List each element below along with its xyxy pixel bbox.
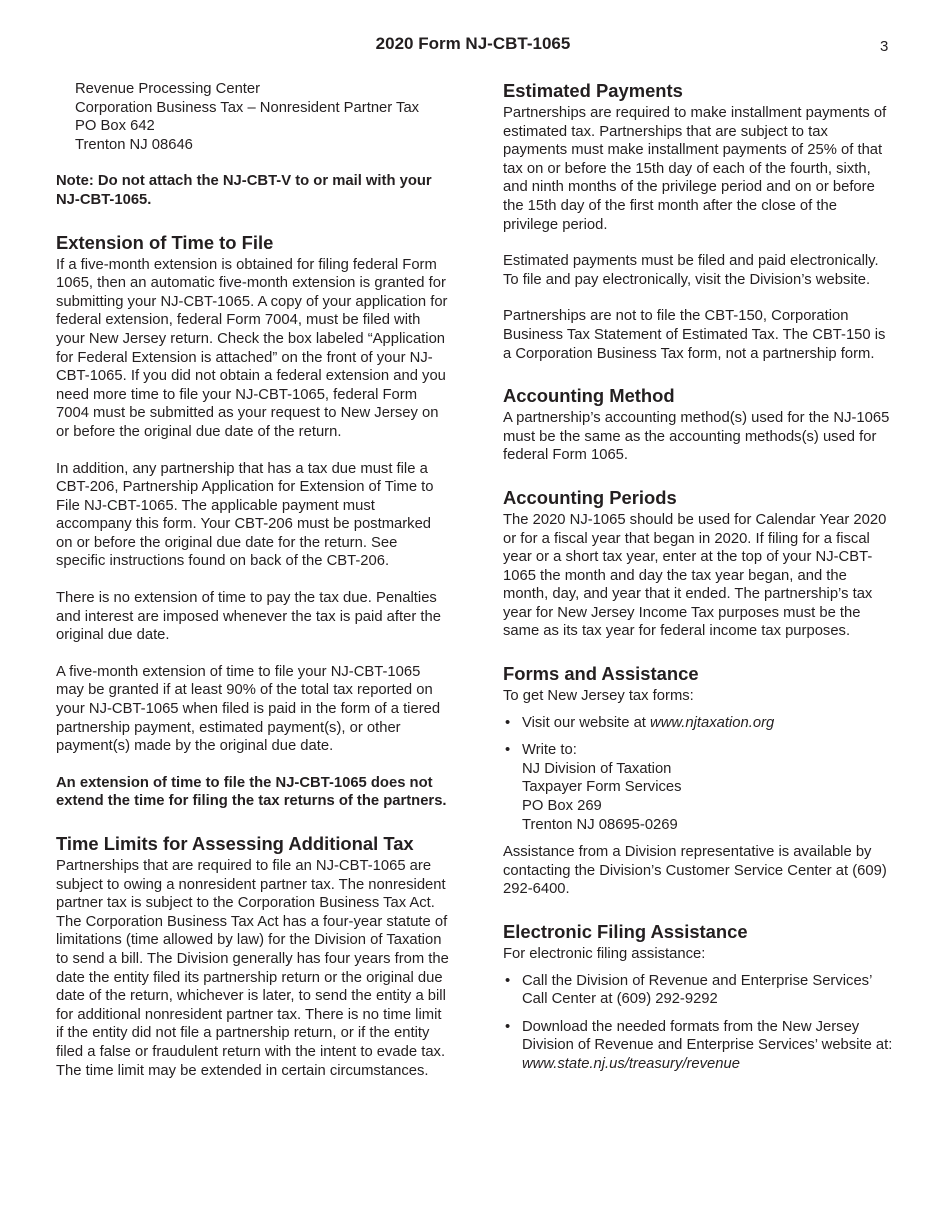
page-title: 2020 Form NJ-CBT-1065 bbox=[375, 34, 571, 53]
address-line: Trenton NJ 08646 bbox=[75, 136, 193, 153]
estimated-paragraph: Partnerships are not to file the CBT-150, Corporation Business Tax Statement of Estimated Tax. The CBT-150 is a Corporation Business Tax form, not a partnership form. bbox=[503, 308, 886, 362]
list-item bbox=[503, 1018, 895, 1074]
extension-note: An extension of time to file the NJ-CBT-1065 does not extend the time for filing the tax returns of the partners. bbox=[56, 774, 447, 810]
forms-assistance-heading: Forms and Assistance bbox=[503, 663, 699, 685]
address-line: Trenton NJ 08695-0269 bbox=[522, 816, 678, 833]
list-item bbox=[503, 972, 895, 1009]
list-item-text: Download the needed formats from the New Jersey Division of Revenue and Enterprise Services’ website at: bbox=[522, 1018, 893, 1054]
forms-list bbox=[503, 714, 895, 835]
extension-heading: Extension of Time to File bbox=[56, 231, 274, 253]
address-line: Corporation Business Tax – Nonresident Partner Tax bbox=[75, 99, 420, 116]
list-item bbox=[503, 741, 895, 834]
time-limits-heading: Time Limits for Assessing Additional Tax bbox=[56, 833, 414, 854]
address-line: NJ Division of Taxation bbox=[522, 760, 672, 777]
njtaxation-link[interactable]: www.njtaxation.org bbox=[650, 714, 775, 731]
address-line: PO Box 269 bbox=[522, 798, 602, 815]
bullet-icon: • bbox=[505, 1018, 511, 1035]
accounting-periods-heading: Accounting Periods bbox=[503, 486, 677, 508]
forms-intro: To get New Jersey tax forms: bbox=[503, 688, 694, 705]
mailing-address bbox=[56, 80, 450, 154]
list-item bbox=[503, 714, 895, 733]
extension-paragraph: If a five-month extension is obtained for filing federal Form 1065, then an automatic five-month extension is granted for submitting your NJ-CBT-1065. A copy of your application for federal extension, federal Form 7004, must be filed with your New Jersey return. Check the box labeled “Application for Federal Extension is attached” on the front of your NJ-CBT-1065. If you did not obtain a federal extension and you need more time to file your NJ-CBT-1065, federal Form 7004 must be submitted as your request to New Jersey on or before the original due date of the return. bbox=[56, 256, 448, 440]
bullet-icon: • bbox=[505, 714, 511, 731]
list-item-text: Call the Division of Revenue and Enterprise Services’ Call Center at (609) 292-9292 bbox=[522, 972, 872, 1008]
treasury-revenue-link[interactable]: www.state.nj.us/treasury/revenue bbox=[522, 1055, 740, 1072]
accounting-method-heading: Accounting Method bbox=[503, 385, 675, 407]
address-line: Taxpayer Form Services bbox=[522, 779, 682, 796]
address-line: PO Box 642 bbox=[75, 118, 155, 135]
list-item-text: Visit our website at bbox=[522, 714, 651, 731]
left-column bbox=[56, 80, 450, 1080]
estimated-paragraph: Estimated payments must be filed and paid electronically. To file and pay electronically, visit the Division’s website. bbox=[503, 253, 879, 288]
efiling-list bbox=[503, 972, 895, 1074]
extension-paragraph: In addition, any partnership that has a tax due must file a CBT-206, Partnership Application for Extension of Time to File NJ-CBT-1065. The applicable payment must accompany this form. Your CBT-206 must be postmarked on or before the original due date for the return. See specific instructions found on back of the CBT-206. bbox=[56, 460, 434, 570]
mailing-note: Note: Do not attach the NJ-CBT-V to or mail with your NJ-CBT-1065. bbox=[56, 173, 432, 208]
bullet-icon: • bbox=[505, 972, 511, 989]
extension-paragraph: There is no extension of time to pay the tax due. Penalties and interest are imposed whenever the tax is paid after the original due date. bbox=[56, 590, 441, 644]
assistance-paragraph: Assistance from a Division representative is available by contacting the Division’s Customer Service Center at (609) 292-6400. bbox=[503, 844, 887, 898]
accounting-method-paragraph: A partnership’s accounting method(s) used for the NJ-1065 must be the same as the accounting methods(s) used for federal Form 1065. bbox=[503, 410, 890, 464]
estimated-payments-heading: Estimated Payments bbox=[503, 80, 683, 101]
right-column bbox=[503, 80, 895, 1083]
efiling-heading: Electronic Filing Assistance bbox=[503, 921, 748, 942]
address-line: Write to: bbox=[522, 742, 577, 759]
extension-paragraph: A five-month extension of time to file your NJ-CBT-1065 may be granted if at least 90% of the total tax reported on your NJ-CBT-1065 when filed is paid in the form of a tiered partnership payment, estimated payment(s), or other payment(s) made by the original due date. bbox=[56, 663, 441, 755]
efiling-intro: For electronic filing assistance: bbox=[503, 946, 706, 962]
bullet-icon: • bbox=[505, 742, 511, 759]
time-limits-paragraph: Partnerships that are required to file an NJ-CBT-1065 are subject to owing a nonresident partner tax. The nonresident partner tax is subject to the Corporation Business Tax Act. The Corporation Business Tax Act has a four-year statute of limitations (time allowed by law) for the Division of Taxation to send a bill. The Division generally has four years from the date the entity filed its partnership return or the original due date of the return, whichever is later, to send the entity a bill for additional nonresident partner tax. There is no time limit if the entity did not file a partnership return, or if the entity filed a false or fraudulent return with the intent to evade tax. The time limit may be extended in certain circumstances. bbox=[56, 858, 449, 1079]
estimated-paragraph: Partnerships are required to make installment payments of estimated tax. Partnerships that are subject to tax payments must make installment payments of 25% of that tax on or before the 15th day of each of the fourth, sixth, and ninth months of the privilege period and on or before the 15th day of the first month after the close of the privilege period. bbox=[503, 105, 887, 233]
page-number: 3 bbox=[880, 38, 889, 55]
accounting-periods-paragraph: The 2020 NJ-1065 should be used for Calendar Year 2020 or for a fiscal year that began in 2020. If filing for a fiscal year or a short tax year, enter at the top of your NJ-CBT-1065 the month and day the tax year began, and the month, day, and year that it ended. The partnership’s tax year for New Jersey Income Tax purposes must be the same as its tax year for federal income tax purposes. bbox=[503, 511, 887, 640]
address-line: Revenue Processing Center bbox=[75, 81, 261, 97]
